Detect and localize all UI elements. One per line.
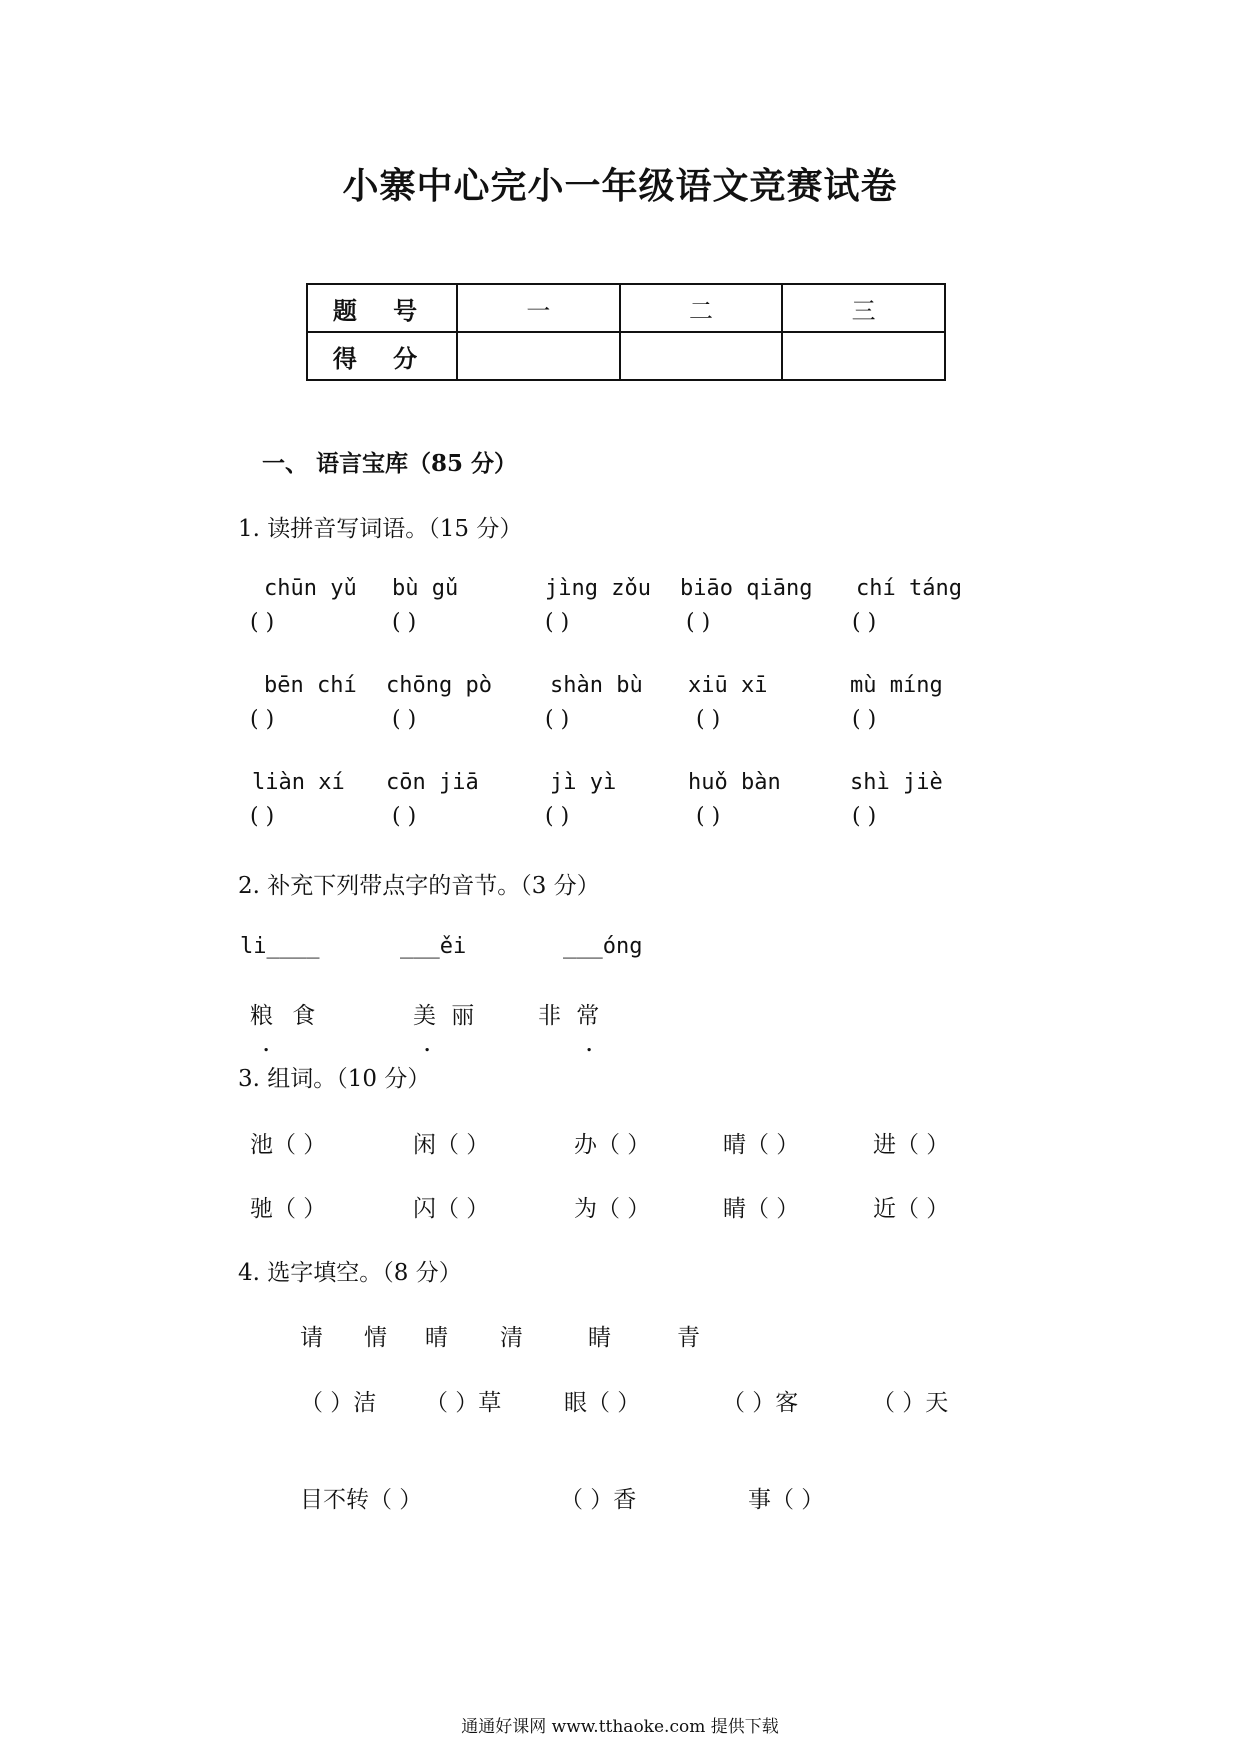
pinyin-word: jì yì — [550, 770, 617, 795]
word-group-item[interactable]: 近（ ） — [873, 1196, 950, 1222]
syllable-blank[interactable]: ___ěi — [400, 934, 467, 959]
answer-blank[interactable]: ( ) — [852, 610, 877, 635]
word-group-item[interactable]: 池（ ） — [250, 1132, 327, 1158]
pinyin-word: cōn jiā — [386, 770, 479, 795]
question-4-label: 4. 选字填空。（8 分） — [238, 1260, 462, 1286]
score-table-column: 三 — [782, 284, 945, 332]
emphasis-dot: . — [424, 1035, 431, 1056]
fill-in-item[interactable]: 眼（ ） — [564, 1390, 641, 1416]
choice-character: 晴 — [425, 1325, 448, 1351]
footer-credit: 通通好课网 www.tthaoke.com 提供下载 — [461, 1717, 779, 1737]
word-group-item[interactable]: 晴（ ） — [723, 1132, 800, 1158]
word-group-item[interactable]: 闲（ ） — [413, 1132, 490, 1158]
section-heading: 一、 语言宝库（85 分） — [262, 450, 518, 477]
score-cell[interactable] — [457, 332, 620, 380]
answer-blank[interactable]: ( ) — [250, 804, 275, 829]
question-2-label: 2. 补充下列带点字的音节。（3 分） — [238, 873, 600, 899]
fill-in-item[interactable]: （ ）洁 — [300, 1390, 377, 1416]
word-group-item[interactable]: 办（ ） — [574, 1132, 651, 1158]
word-group-item[interactable]: 为（ ） — [574, 1196, 651, 1222]
word-group-item[interactable]: 进（ ） — [873, 1132, 950, 1158]
answer-blank[interactable]: ( ) — [696, 707, 721, 732]
score-table — [306, 283, 946, 381]
fill-in-item[interactable]: 目不转（ ） — [300, 1487, 423, 1513]
dotted-word: 美 丽 — [413, 1003, 479, 1029]
fill-in-item[interactable]: （ ）天 — [872, 1390, 949, 1416]
answer-blank[interactable]: ( ) — [250, 610, 275, 635]
pinyin-word: mù míng — [850, 673, 943, 698]
pinyin-word: biāo qiāng — [680, 576, 813, 601]
answer-blank[interactable]: ( ) — [686, 610, 711, 635]
syllable-blank[interactable]: li____ — [240, 934, 320, 959]
question-1-label: 1. 读拼音写词语。（15 分） — [238, 516, 523, 542]
choice-character: 情 — [364, 1325, 387, 1351]
pinyin-word: chōng pò — [386, 673, 492, 698]
answer-blank[interactable]: ( ) — [250, 707, 275, 732]
score-table-row-question — [307, 284, 945, 332]
pinyin-word: chí táng — [856, 576, 962, 601]
word-group-item[interactable]: 闪（ ） — [413, 1196, 490, 1222]
emphasis-dot: . — [586, 1035, 593, 1056]
answer-blank[interactable]: ( ) — [545, 610, 570, 635]
pinyin-word: bù gǔ — [392, 576, 459, 601]
word-group-item[interactable]: 睛（ ） — [723, 1196, 800, 1222]
answer-blank[interactable]: ( ) — [392, 804, 417, 829]
pinyin-word: shàn bù — [550, 673, 643, 698]
pinyin-word: bēn chí — [264, 673, 357, 698]
score-cell[interactable] — [620, 332, 783, 380]
page-title: 小寨中心完小一年级语文竞赛试卷 — [342, 165, 898, 207]
choice-character: 请 — [300, 1325, 323, 1351]
score-table-row-label: 题 号 — [307, 284, 457, 332]
score-table-column: 一 — [457, 284, 620, 332]
choice-character: 青 — [677, 1325, 700, 1351]
answer-blank[interactable]: ( ) — [545, 804, 570, 829]
dotted-word: 非 常 — [538, 1003, 604, 1029]
answer-blank[interactable]: ( ) — [392, 610, 417, 635]
answer-blank[interactable]: ( ) — [545, 707, 570, 732]
pinyin-word: chūn yǔ — [264, 576, 357, 601]
pinyin-word: huǒ bàn — [688, 770, 781, 795]
syllable-blank[interactable]: ___óng — [563, 934, 643, 959]
choice-character: 睛 — [588, 1325, 611, 1351]
pinyin-word: jìng zǒu — [545, 576, 651, 601]
choice-character: 清 — [500, 1325, 523, 1351]
answer-blank[interactable]: ( ) — [392, 707, 417, 732]
pinyin-word: liàn xí — [252, 770, 345, 795]
word-group-item[interactable]: 驰（ ） — [250, 1196, 327, 1222]
question-3-label: 3. 组词。（10 分） — [238, 1066, 431, 1092]
answer-blank[interactable]: ( ) — [696, 804, 721, 829]
score-table-row-label: 得 分 — [307, 332, 457, 380]
dotted-word: 粮 食 — [250, 1003, 322, 1029]
answer-blank[interactable]: ( ) — [852, 707, 877, 732]
emphasis-dot: . — [263, 1035, 270, 1056]
score-table-column: 二 — [620, 284, 783, 332]
pinyin-word: xiū xī — [688, 673, 768, 698]
fill-in-item[interactable]: 事（ ） — [748, 1487, 825, 1513]
score-cell[interactable] — [782, 332, 945, 380]
fill-in-item[interactable]: （ ）客 — [722, 1390, 799, 1416]
score-table-row-score — [307, 332, 945, 380]
fill-in-item[interactable]: （ ）草 — [425, 1390, 502, 1416]
pinyin-word: shì jiè — [850, 770, 943, 795]
answer-blank[interactable]: ( ) — [852, 804, 877, 829]
fill-in-item[interactable]: （ ）香 — [560, 1487, 637, 1513]
